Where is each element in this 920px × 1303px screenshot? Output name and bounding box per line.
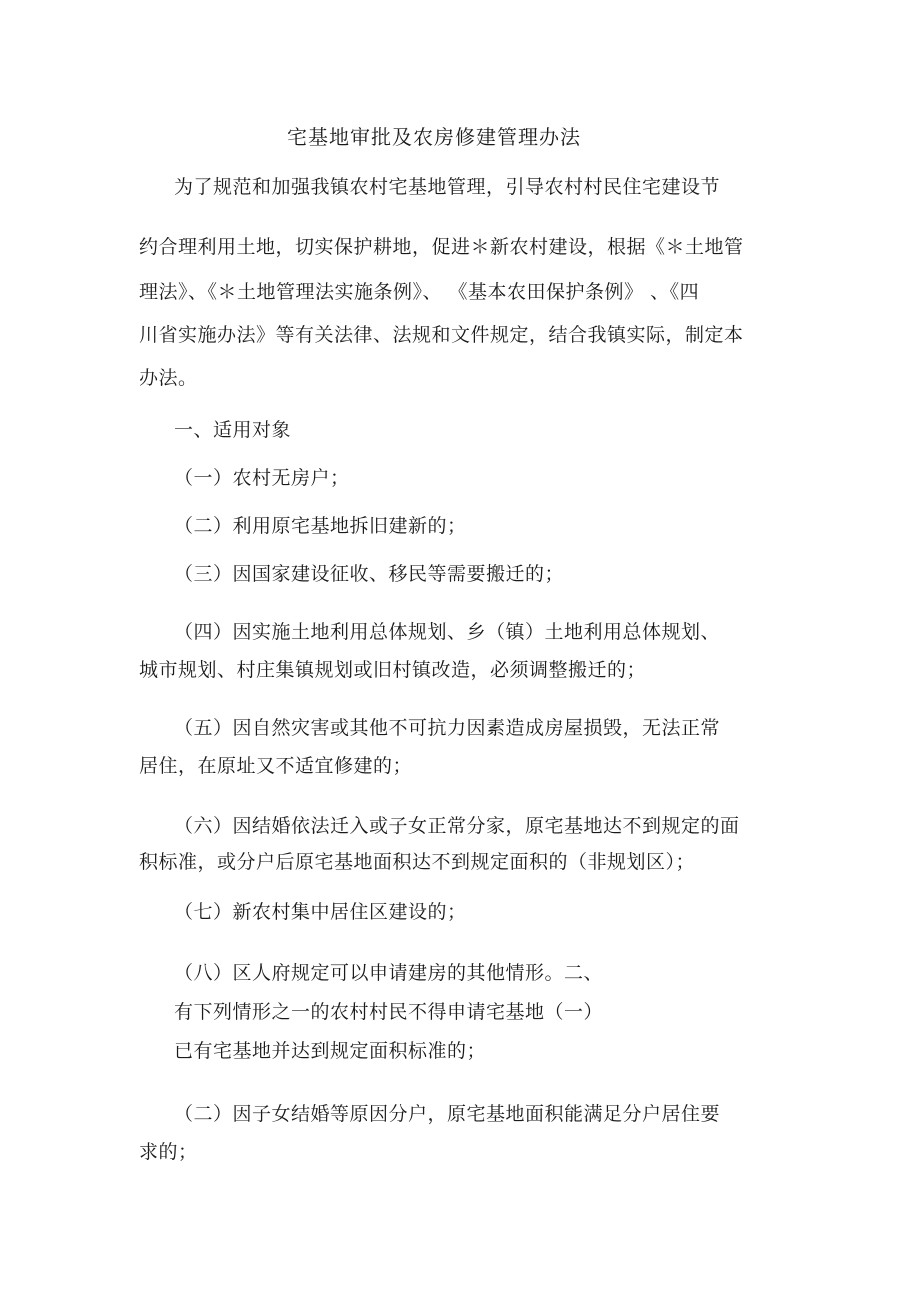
paragraph-line: 约合理利用土地，切实保护耕地，促进＊新农村建设，根据《＊土地管 [139,236,744,258]
list-item: （七）新农村集中居住区建设的； [174,901,467,923]
list-item: （三）因国家建设征收、移民等需要搬迁的； [174,563,565,585]
list-item-continuation: 已有宅基地并达到规定面积标准的； [174,1040,487,1062]
section-heading: 有下列情形之一的农村村民不得申请宅基地（一） [174,1001,604,1023]
paragraph-line: 理法》、《＊土地管理法实施条例》、 《基本农田保护条例》 、《四 [139,281,700,303]
list-item: （六）因结婚依法迁入或子女正常分家，原宅基地达不到规定的面 [174,815,740,837]
list-item-continuation: 积标准，或分户后原宅基地面积达不到规定面积的（非规划区）； [139,851,696,873]
list-item: （五）因自然灾害或其他不可抗力因素造成房屋损毁，无法正常 [174,717,721,739]
list-item: （二）因子女结婚等原因分户，原宅基地面积能满足分户居住要 [174,1103,721,1125]
list-item: （八）区人府规定可以申请建房的其他情形。二、 [174,962,604,984]
document-title: 宅基地审批及农房修建管理办法 [287,125,581,149]
list-item: （一）农村无房户； [174,467,350,489]
list-item-continuation: 求的； [139,1141,198,1163]
paragraph-line: 川省实施办法》等有关法律、法规和文件规定，结合我镇实际，制定本 [139,324,744,346]
list-item: （二）利用原宅基地拆旧建新的； [174,515,467,537]
list-item-continuation: 居住，在原址又不适宜修建的； [139,755,413,777]
paragraph-line: 为了规范和加强我镇农村宅基地管理，引导农村村民住宅建设节 [174,176,721,198]
list-item: （四）因实施土地利用总体规划、乡（镇）土地利用总体规划、 [174,621,721,643]
section-heading: 一、适用对象 [174,419,292,441]
paragraph-line: 办法。 [139,367,198,389]
list-item-continuation: 城市规划、村庄集镇规划或旧村镇改造，必须调整搬迁的； [139,659,647,681]
